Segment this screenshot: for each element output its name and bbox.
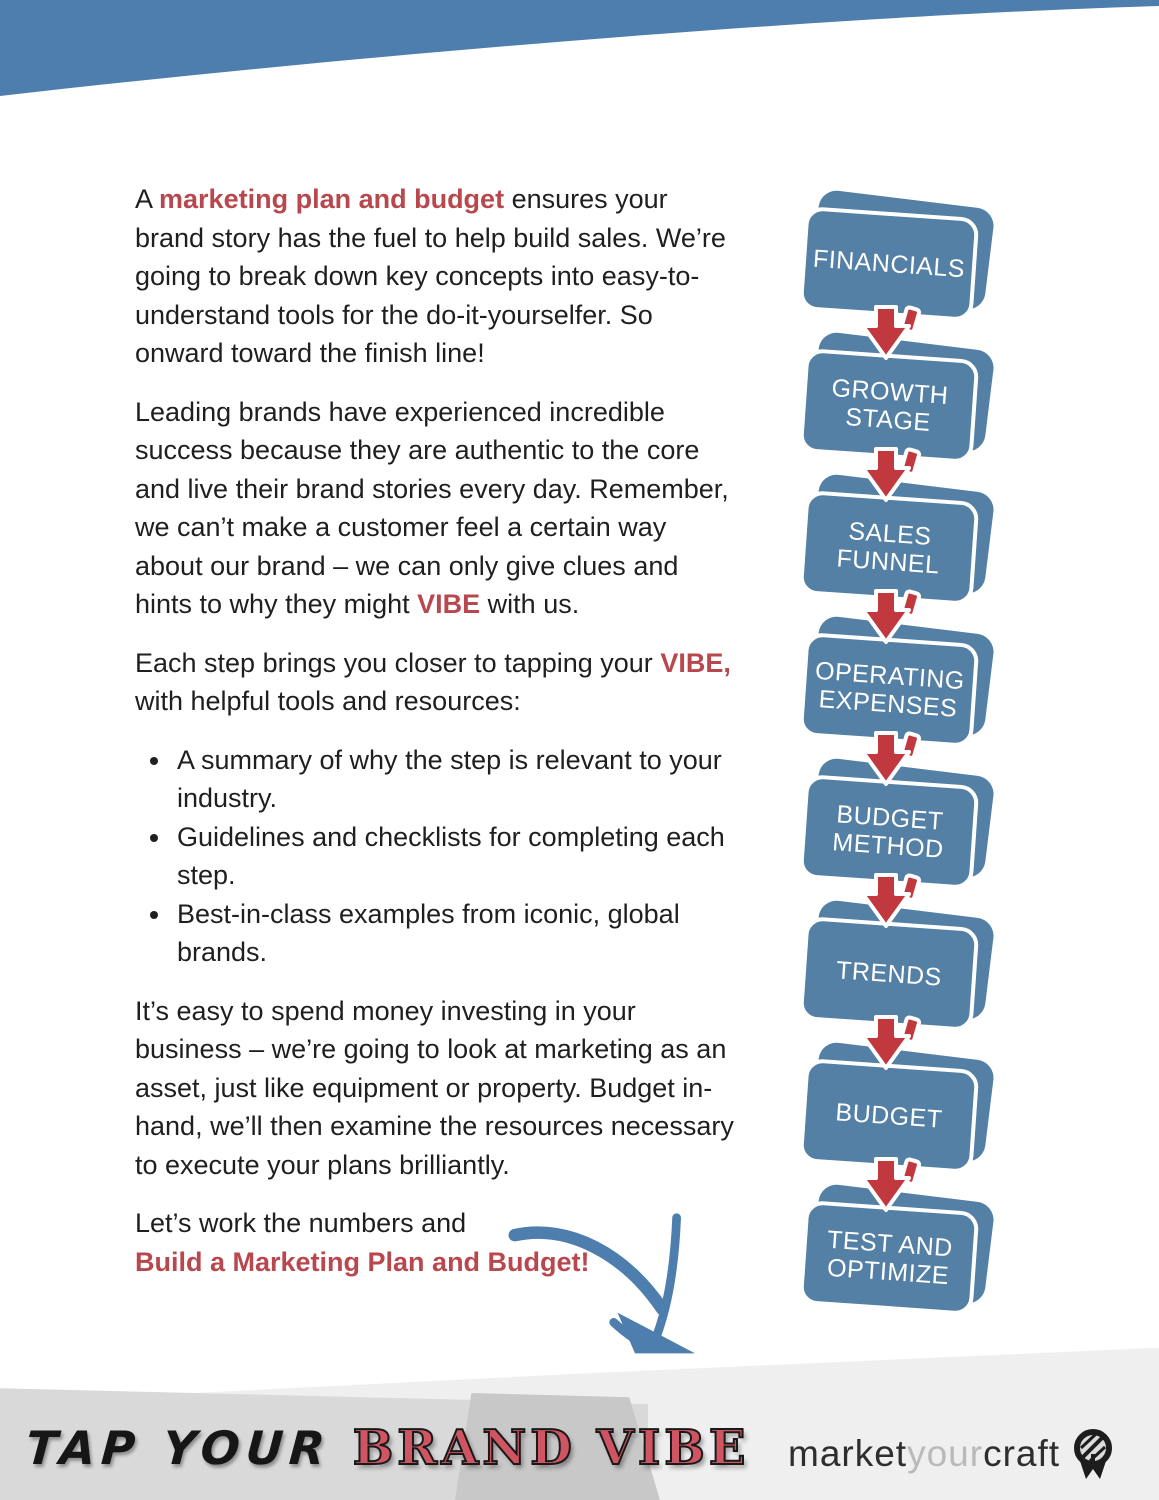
brand-logo [788, 1426, 1120, 1482]
flow-step-trends [802, 922, 1002, 1026]
flow-box-label: BUDGET [834, 1098, 944, 1134]
body-text: with helpful tools and resources: [135, 686, 521, 716]
closing-line-1: Let’s work the numbers and [135, 1208, 467, 1238]
logo-part-craft: craft [983, 1433, 1061, 1474]
flow-box-label: GROWTH STAGE [830, 373, 950, 437]
process-flowchart [802, 212, 1007, 1348]
investing-paragraph [135, 992, 739, 1185]
accent-text: VIBE [417, 589, 481, 619]
intro-paragraph [135, 180, 739, 373]
body-text: A [135, 184, 160, 214]
arrow-down-icon [848, 304, 940, 362]
bullet-item: • Guidelines and checklists for completing each step. [173, 818, 739, 895]
logo-part-market: market [788, 1433, 908, 1474]
flow-step-test-and-optimize [802, 1206, 1002, 1310]
flow-box-label: SALES FUNNEL [835, 517, 941, 580]
flow-box [799, 1200, 980, 1316]
logo-part-your: your [907, 1433, 984, 1474]
closing-line-2: Build a Marketing Plan and Budget! [135, 1246, 590, 1277]
bullet-item: • Best-in-class examples from iconic, global brands. [173, 895, 739, 972]
flow-step-budget-method [802, 780, 1002, 884]
arrow-down-icon [848, 1014, 940, 1072]
accent-text: VIBE, [660, 647, 731, 678]
flow-box-label: TRENDS [835, 956, 943, 992]
arrow-down-icon [848, 446, 940, 504]
brands-paragraph [135, 393, 739, 624]
tagline-brand-vibe: BRAND VIBE [352, 1420, 750, 1476]
flow-step-operating-expenses [802, 638, 1002, 742]
resources-bullet-list [135, 741, 739, 972]
flow-step-financials [802, 212, 1002, 316]
flow-box-label: OPERATING EXPENSES [814, 656, 966, 723]
flow-box-label: FINANCIALS [812, 244, 966, 284]
arrow-down-icon [848, 1156, 940, 1214]
accent-text: marketing plan and budget [159, 184, 505, 214]
arrow-down-icon [848, 730, 940, 788]
flow-step-budget [802, 1064, 1002, 1168]
flow-box-label: TEST AND OPTIMIZE [826, 1225, 954, 1291]
tagline-tap-your: TAP YOUR [24, 1421, 333, 1475]
bullet-item: • A summary of why the step is relevant to your industry. [173, 741, 739, 818]
arrow-down-icon [848, 872, 940, 930]
arrow-down-icon [848, 588, 940, 646]
body-text: Leading brands have experienced incredible success because they are authentic to the core and live their brand stories every day. Remember, we can’t make a customer feel a certain way about our brand – we can only give clues and hints to why they might [135, 396, 729, 619]
steps-paragraph [135, 644, 739, 721]
flow-step-sales-funnel [802, 496, 1002, 600]
body-text: Each step brings you closer to tapping your [135, 647, 661, 678]
header-swoosh-graphic [0, 0, 1159, 100]
flow-box-label: BUDGET METHOD [831, 800, 945, 864]
body-text: ensures your brand story has the fuel to help build sales. We’re going to break down key concepts into easy-to-understand tools for the do-it-yourselfer. So onward toward the finish line! [135, 184, 726, 368]
logo-wordmark [788, 1433, 1060, 1475]
hand-drawn-arrow-icon [498, 1208, 708, 1363]
footer-tagline [26, 1420, 749, 1476]
body-text: It’s easy to spend money investing in your business – we’re going to look at marketing as an asset, just like equipment or property. Budget in-hand, we’ll then examine the resources necessary to execute your plans brilliantly. [135, 995, 734, 1180]
flow-step-growth-stage [802, 354, 1002, 458]
article-text-column [135, 180, 739, 1301]
body-text: with us. [480, 589, 580, 619]
barrel-icon [1066, 1426, 1120, 1482]
